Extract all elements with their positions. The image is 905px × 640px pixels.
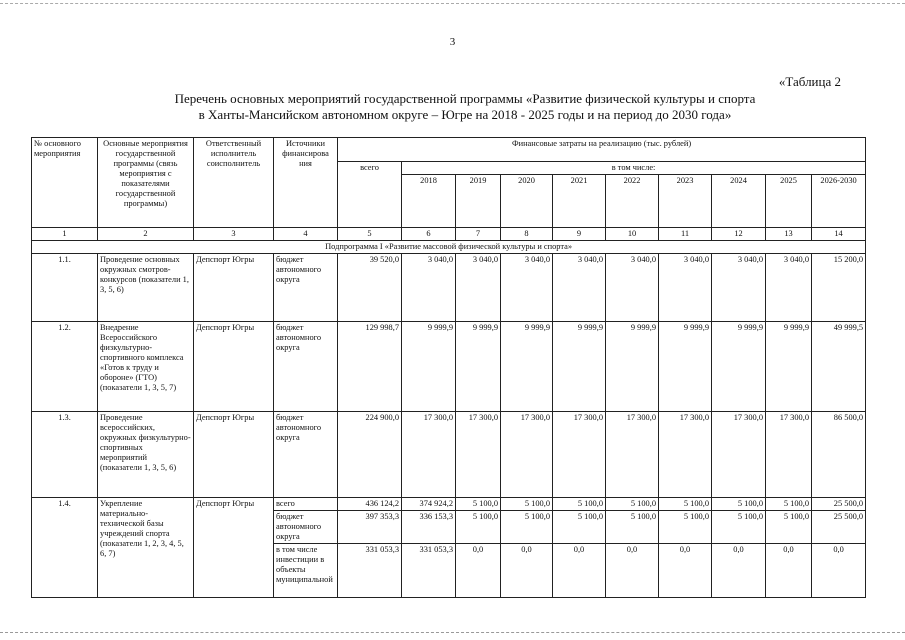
row-value: 5 100,0 — [659, 498, 712, 511]
column-number: 8 — [501, 228, 553, 241]
title-line-1: Перечень основных мероприятий государственной программы «Развитие физической культуры и спорта — [174, 91, 756, 106]
column-number: 11 — [659, 228, 712, 241]
header-number: № основного мероприятия — [32, 138, 98, 228]
header-year: 2021 — [553, 175, 606, 228]
header-year: 2025 — [766, 175, 812, 228]
row-value: 17 300,0 — [402, 412, 456, 498]
row-value: 5 100,0 — [712, 511, 766, 544]
row-total: 224 900,0 — [338, 412, 402, 498]
column-number: 12 — [712, 228, 766, 241]
row-value: 0,0 — [812, 544, 866, 598]
row-value: 3 040,0 — [553, 254, 606, 322]
row-value: 5 100,0 — [712, 498, 766, 511]
row-value: 0,0 — [456, 544, 501, 598]
row-value: 331 053,3 — [402, 544, 456, 598]
row-source: бюджет автономного округа — [274, 322, 338, 412]
row-responsible: Депспорт Югры — [194, 254, 274, 322]
column-number: 2 — [98, 228, 194, 241]
row-value: 374 924,2 — [402, 498, 456, 511]
row-value: 9 999,9 — [659, 322, 712, 412]
row-value: 17 300,0 — [766, 412, 812, 498]
row-value: 25 500,0 — [812, 498, 866, 511]
table-row — [32, 322, 866, 412]
row-value: 9 999,9 — [606, 322, 659, 412]
row-value: 0,0 — [712, 544, 766, 598]
row-value: 5 100,0 — [766, 511, 812, 544]
row-number: 1.1. — [32, 254, 98, 322]
column-number: 6 — [402, 228, 456, 241]
header-total: всего — [338, 162, 402, 228]
row-value: 9 999,9 — [712, 322, 766, 412]
row-source: бюджет автономного округа — [274, 511, 338, 544]
row-value: 15 200,0 — [812, 254, 866, 322]
column-number: 10 — [606, 228, 659, 241]
row-total: 397 353,3 — [338, 511, 402, 544]
header-year: 2022 — [606, 175, 659, 228]
row-number: 1.3. — [32, 412, 98, 498]
title-line-2: в Ханты-Мансийском автономном округе – Югре на 2018 - 2025 годы и на период до 2030 года» — [198, 107, 732, 122]
header-responsible: Ответственный исполнитель соисполнитель — [194, 138, 274, 228]
row-value: 5 100,0 — [659, 511, 712, 544]
column-number: 13 — [766, 228, 812, 241]
row-source: бюджет автономного округа — [274, 254, 338, 322]
row-value: 9 999,9 — [456, 322, 501, 412]
row-total: 436 124,2 — [338, 498, 402, 511]
table-tag: «Таблица 2 — [778, 74, 841, 89]
row-value: 0,0 — [606, 544, 659, 598]
column-number: 9 — [553, 228, 606, 241]
header-year: 2019 — [456, 175, 501, 228]
header-including: в том числе: — [402, 162, 866, 175]
document-title — [100, 91, 830, 123]
column-number: 7 — [456, 228, 501, 241]
column-number: 5 — [338, 228, 402, 241]
row-value: 3 040,0 — [402, 254, 456, 322]
row-value: 336 153,3 — [402, 511, 456, 544]
row-value: 5 100,0 — [553, 511, 606, 544]
row-source: всего — [274, 498, 338, 511]
row-event: Проведение основных окружных смотров-конкурсов (показатели 1, 3, 5, 6) — [98, 254, 194, 322]
row-value: 5 100,0 — [456, 511, 501, 544]
row-total: 129 998,7 — [338, 322, 402, 412]
table-row — [32, 254, 866, 322]
row-value: 5 100,0 — [501, 498, 553, 511]
header-financing: Финансовые затраты на реализацию (тыс. рублей) — [338, 138, 866, 162]
row-value: 9 999,9 — [766, 322, 812, 412]
program-table — [31, 137, 866, 598]
row-value: 0,0 — [766, 544, 812, 598]
row-responsible: Депспорт Югры — [194, 322, 274, 412]
row-number: 1.4. — [32, 498, 98, 598]
row-value: 0,0 — [553, 544, 606, 598]
row-value: 5 100,0 — [766, 498, 812, 511]
header-year: 2018 — [402, 175, 456, 228]
row-value: 3 040,0 — [659, 254, 712, 322]
row-value: 25 500,0 — [812, 511, 866, 544]
row-value: 17 300,0 — [456, 412, 501, 498]
row-total: 331 053,3 — [338, 544, 402, 598]
scan-edge-top — [0, 3, 905, 5]
column-number: 1 — [32, 228, 98, 241]
header-year: 2023 — [659, 175, 712, 228]
row-value: 9 999,9 — [501, 322, 553, 412]
row-source: в том числе инвестиции в объекты муниципальной — [274, 544, 338, 598]
table-row — [32, 412, 866, 498]
row-value: 5 100,0 — [553, 498, 606, 511]
row-value: 49 999,5 — [812, 322, 866, 412]
page-number: 3 — [449, 36, 456, 48]
scan-edge-bottom — [0, 632, 905, 634]
row-event: Проведение всероссийских, окружных физкультурно-спортивных мероприятий (показатели 1, 3, 5, 6) — [98, 412, 194, 498]
row-value: 9 999,9 — [402, 322, 456, 412]
column-number: 3 — [194, 228, 274, 241]
row-value: 3 040,0 — [766, 254, 812, 322]
row-responsible: Депспорт Югры — [194, 412, 274, 498]
row-value: 5 100,0 — [501, 511, 553, 544]
row-value: 17 300,0 — [712, 412, 766, 498]
table-row — [32, 498, 866, 511]
row-value: 0,0 — [659, 544, 712, 598]
row-value: 5 100,0 — [456, 498, 501, 511]
row-value: 5 100,0 — [606, 511, 659, 544]
row-number: 1.2. — [32, 322, 98, 412]
row-value: 9 999,9 — [553, 322, 606, 412]
row-value: 17 300,0 — [659, 412, 712, 498]
row-total: 39 520,0 — [338, 254, 402, 322]
row-event: Укрепление материально-технической базы учреждений спорта (показатели 1, 2, 3, 4, 5, 6, 7) — [98, 498, 194, 598]
row-source: бюджет автономного округа — [274, 412, 338, 498]
row-value: 3 040,0 — [501, 254, 553, 322]
row-value: 17 300,0 — [606, 412, 659, 498]
column-number: 14 — [812, 228, 866, 241]
header-year: 2020 — [501, 175, 553, 228]
row-value: 17 300,0 — [553, 412, 606, 498]
row-value: 3 040,0 — [606, 254, 659, 322]
row-responsible: Депспорт Югры — [194, 498, 274, 598]
subprogram-heading: Подпрограмма I «Развитие массовой физической культуры и спорта» — [32, 241, 866, 254]
header-year: 2024 — [712, 175, 766, 228]
row-value: 86 500,0 — [812, 412, 866, 498]
row-value: 5 100,0 — [606, 498, 659, 511]
header-year: 2026-2030 — [812, 175, 866, 228]
row-value: 0,0 — [501, 544, 553, 598]
row-value: 3 040,0 — [712, 254, 766, 322]
column-number: 4 — [274, 228, 338, 241]
header-event: Основные мероприятия государственной программы (связь мероприятия с показателями государственной программы) — [98, 138, 194, 228]
row-value: 17 300,0 — [501, 412, 553, 498]
header-source: Источники финансирова ния — [274, 138, 338, 228]
row-value: 3 040,0 — [456, 254, 501, 322]
row-event: Внедрение Всероссийского физкультурно-спортивного комплекса «Готов к труду и обороне» (ГТО) (показатели 1, 3, 5, 7) — [98, 322, 194, 412]
